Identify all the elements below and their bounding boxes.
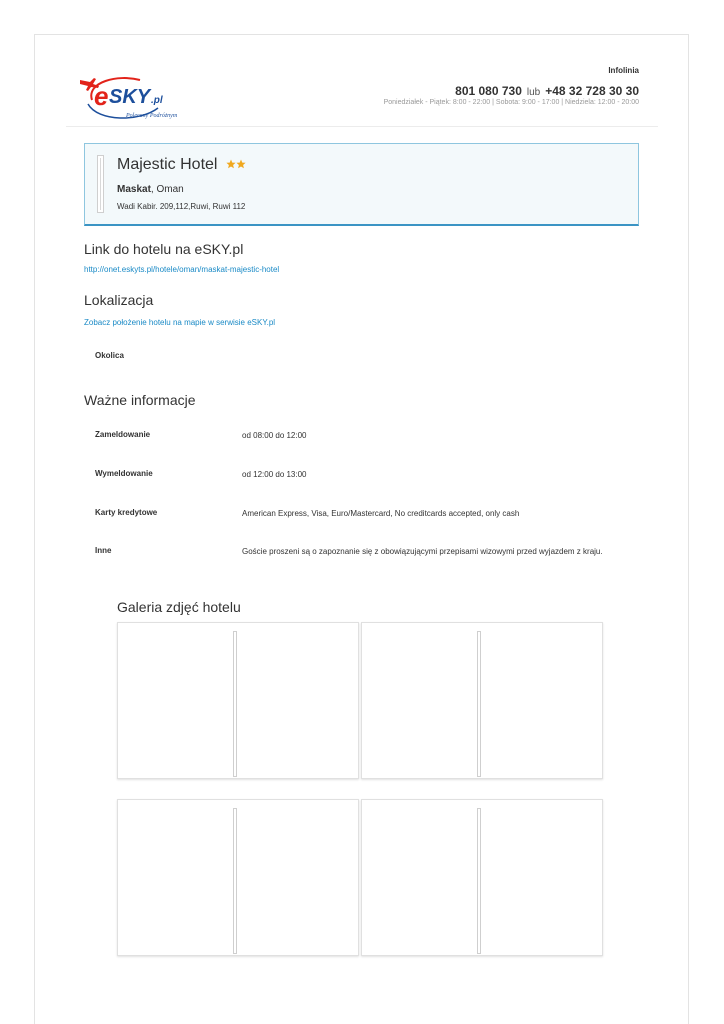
hotel-stars xyxy=(226,155,246,173)
logo-sky: SKY xyxy=(109,86,151,108)
info-value: od 12:00 do 13:00 xyxy=(242,470,307,479)
photo-placeholder xyxy=(233,808,237,954)
photo-placeholder xyxy=(233,631,237,777)
map-link[interactable]: Zobacz położenie hotelu na mapie w serwisie eSKY.pl xyxy=(84,318,276,327)
gallery-photo[interactable] xyxy=(361,799,603,956)
gallery-photo[interactable] xyxy=(361,622,603,779)
phone-or: lub xyxy=(526,87,541,98)
info-value: od 08:00 do 12:00 xyxy=(242,431,307,440)
hotel-title xyxy=(117,155,246,174)
info-section-title: Ważne informacje xyxy=(84,392,196,408)
opening-hours: Poniedziałek - Piątek: 8:00 - 22:00 | Sobota: 9:00 - 17:00 | Niedziela: 12:00 - 20:00 xyxy=(383,99,639,106)
info-label: Wymeldowanie xyxy=(95,469,153,478)
logo-tagline: Polecony Podróżnym xyxy=(126,113,178,119)
info-value: Goście proszeni są o zapoznanie się z obowiązującymi przepisami wizowymi przed wyjazdem z kraju. xyxy=(242,547,603,556)
phone-secondary[interactable]: +48 32 728 30 30 xyxy=(545,84,639,98)
hotel-name: Majestic Hotel xyxy=(117,156,218,173)
surroundings-label: Okolica xyxy=(95,351,124,360)
hotel-location xyxy=(117,184,184,195)
esky-logo[interactable] xyxy=(78,70,196,126)
hotel-address: Wadi Kabir. 209,112,Ruwi, Ruwi 112 xyxy=(117,202,246,211)
infolinia-label: Infolinia xyxy=(608,66,639,75)
hotel-summary-box xyxy=(84,143,639,226)
location-section-title: Lokalizacja xyxy=(84,292,154,308)
photo-placeholder xyxy=(477,808,481,954)
esky-logo-graphic xyxy=(78,70,196,126)
link-section-title: Link do hotelu na eSKY.pl xyxy=(84,241,244,257)
info-label: Karty kredytowe xyxy=(95,508,158,517)
photo-placeholder xyxy=(477,631,481,777)
hotel-url-link[interactable]: http://onet.eskyts.pl/hotele/oman/maskat-majestic-hotel xyxy=(84,265,280,274)
star-icon xyxy=(236,159,246,169)
gallery-photo[interactable] xyxy=(117,799,359,956)
star-icon xyxy=(226,159,236,169)
gallery-title: Galeria zdjęć hotelu xyxy=(117,599,241,615)
phone-numbers xyxy=(455,84,639,98)
header-divider xyxy=(66,126,658,127)
logo-e: e xyxy=(94,81,109,111)
phone-primary[interactable]: 801 080 730 xyxy=(455,84,522,98)
hotel-thumbnail[interactable] xyxy=(97,155,104,213)
hotel-country: , Oman xyxy=(150,184,184,195)
gallery-photo[interactable] xyxy=(117,622,359,779)
info-label: Inne xyxy=(95,546,112,555)
hotel-city: Maskat xyxy=(117,184,151,195)
info-label: Zameldowanie xyxy=(95,430,151,439)
info-value: American Express, Visa, Euro/Mastercard, No creditcards accepted, only cash xyxy=(242,509,520,518)
logo-pl: .pl xyxy=(151,95,163,106)
